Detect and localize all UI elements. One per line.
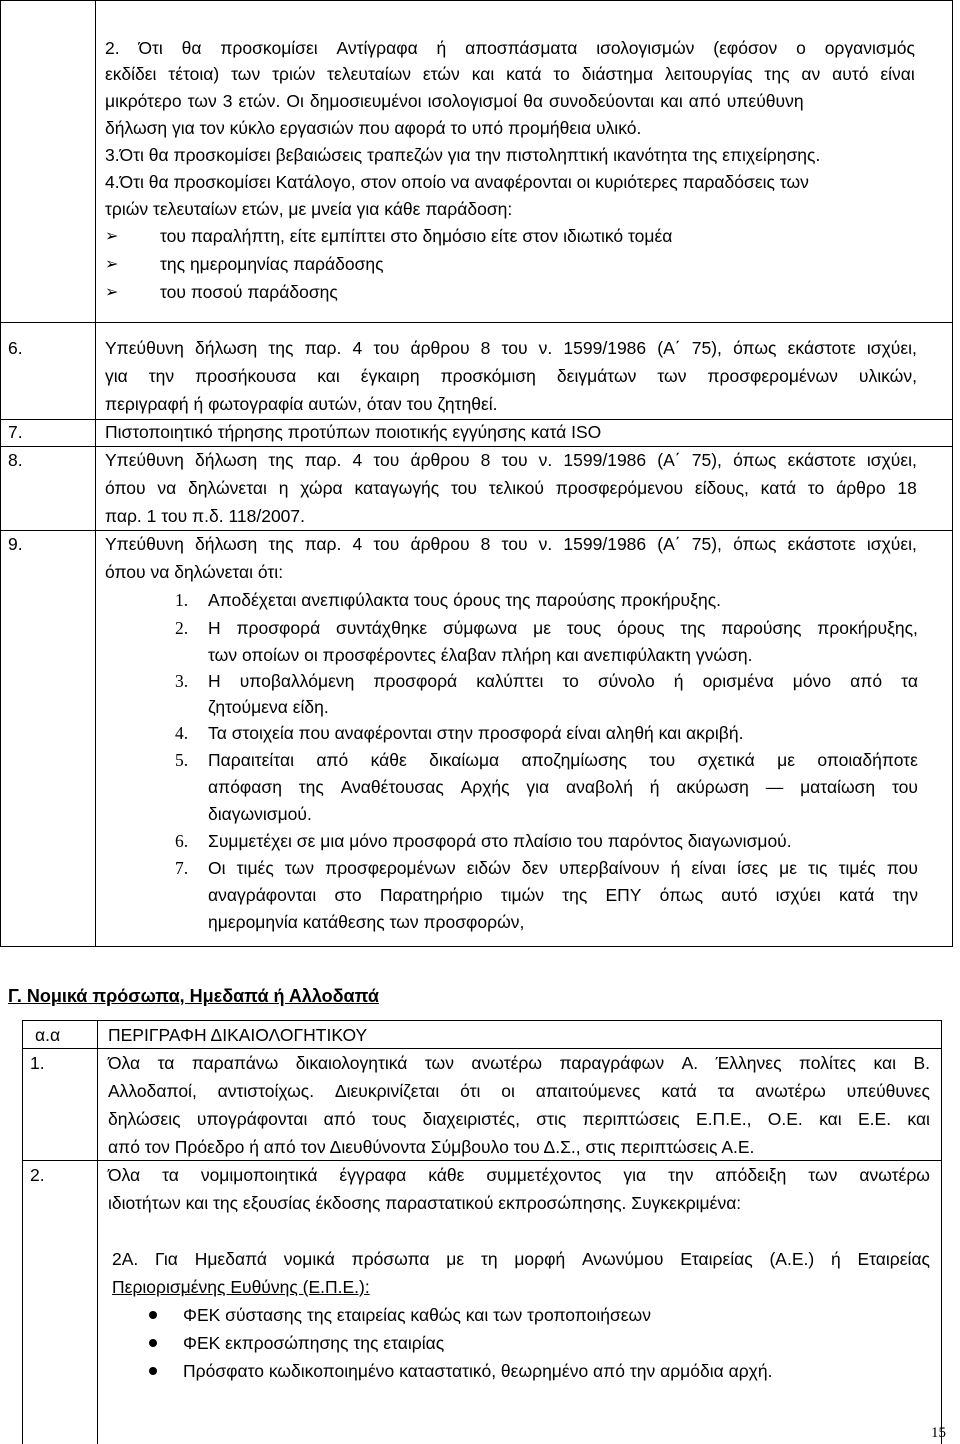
subitem-number: 4.: [175, 723, 189, 743]
row-number: 8.: [8, 450, 23, 470]
row1-line: από τον Πρόεδρο ή από τον Διευθύνοντα Σύμβουλο του Δ.Σ., στις περιπτώσεις Α.Ε.: [108, 1137, 755, 1157]
row2-line: Όλα τα νομιμοποιητικά έγγραφα κάθε συμμετέχοντος για την απόδειξη των ανωτέρω: [108, 1165, 930, 1185]
subitem-number: 1.: [175, 590, 189, 610]
table-border: [95, 530, 96, 947]
row-number: 2.: [30, 1165, 45, 1185]
row-number: 6.: [8, 338, 23, 358]
row-number: 9.: [8, 534, 23, 554]
table-border: [97, 1020, 98, 1444]
subitem-line: Αποδέχεται ανεπιφύλακτα τους όρους της παρούσης προκήρυξης.: [208, 590, 721, 610]
item2-line: μικρότερο των 3 ετών. Οι δημοσιευμένοι ισολογισμοί θα συνοδεύονται και από υπεύθυνη: [105, 91, 804, 111]
column-header-description: ΠΕΡΙΓΡΑΦΗ ΔΙΚΑΙΟΛΟΓΗΤΙΚΟΥ: [108, 1025, 368, 1045]
table-border: [22, 1160, 942, 1161]
table-border: [22, 1020, 942, 1021]
table-border: [0, 419, 953, 420]
item4-line: 4.Ότι θα προσκομίσει Κατάλογο, στον οποίο να αναφέρονται οι κυριότερες παραδόσεις των: [105, 172, 809, 192]
table-border: [22, 1020, 23, 1444]
row2-bullet: ΦΕΚ εκπροσώπησης της εταιρίας: [183, 1333, 445, 1353]
item4-bullet: του παραλήπτη, είτε εμπίπτει στο δημόσιο είτε στον ιδιωτικό τομέα: [160, 226, 673, 246]
subitem-line: Συμμετέχει σε μια μόνο προσφορά στο πλαίσιο του παρόντος διαγωνισμού.: [208, 831, 792, 851]
table-border: [941, 1020, 942, 1444]
arrow-bullet-icon: ➢: [105, 228, 119, 245]
subitem-number: 2.: [175, 618, 189, 638]
row2-line: ιδιοτήτων και της εξουσίας έκδοσης παραστατικού εκπροσώπησης. Συγκεκριμένα:: [108, 1193, 742, 1213]
bullet-dot-icon: [149, 1311, 157, 1319]
subitem-line: απόφαση της Αναθέτουσας Αρχής για αναβολή ή ακύρωση — ματαίωση του: [208, 777, 918, 797]
row-number: 7.: [8, 422, 23, 442]
item2-line: 2. Ότι θα προσκομίσει Αντίγραφα ή αποσπάσματα ισολογισμών (εφόσον ο οργανισμός: [105, 38, 915, 58]
row1-line: δηλώσεις υπογράφονται από τους διαχειριστές, στις περιπτώσεις Ε.Π.Ε., Ο.Ε. και Ε.Ε. και: [108, 1109, 930, 1129]
row8-line: όπου να δηλώνεται η χώρα καταγωγής του τελικού προσφερόμενου είδους, κατά το άρθρο 18: [105, 478, 917, 498]
subitem-number: 6.: [175, 831, 189, 851]
row2-bullet: ΦΕΚ σύστασης της εταιρείας καθώς και των τροποποιήσεων: [183, 1305, 651, 1325]
arrow-bullet-icon: ➢: [105, 284, 119, 301]
arrow-bullet-icon: ➢: [105, 256, 119, 273]
bullet-dot-icon: [149, 1339, 157, 1347]
table-border: [0, 530, 953, 531]
row9-line: Υπεύθυνη δήλωση της παρ. 4 του άρθρου 8 του ν. 1599/1986 (Α΄ 75), όπως εκάστοτε ισχύει,: [105, 534, 917, 554]
table-border: [952, 0, 953, 947]
table-border: [0, 0, 1, 584]
row2-sub-line: Περιορισμένης Ευθύνης (Ε.Π.Ε.):: [112, 1277, 370, 1297]
item2-line: εκδίδει τέτοια) των τριών τελευταίων ετών και κατά το διάστημα λειτουργίας της αν αυτό είναι: [105, 64, 915, 84]
row8-line: παρ. 1 του π.δ. 118/2007.: [105, 506, 306, 526]
subitem-line: ζητούμενα είδη.: [208, 697, 329, 717]
item4-bullet: της ημερομηνίας παράδοσης: [160, 254, 384, 274]
item3-line: 3.Ότι θα προσκομίσει βεβαιώσεις τραπεζών για την πιστοληπτική ικανότητα της επιχείρησης.: [105, 145, 821, 165]
section-heading: Γ. Νομικά πρόσωπα, Ημεδαπά ή Αλλοδαπά: [8, 986, 379, 1006]
row7-line: Πιστοποιητικό τήρησης προτύπων ποιοτικής εγγύησης κατά ISO: [105, 422, 602, 442]
row9-line: όπου να δηλώνεται ότι:: [105, 562, 284, 582]
page-number: 15: [931, 1425, 946, 1441]
subitem-line: των οποίων οι προσφέροντες έλαβαν πλήρη και ανεπιφύλακτη γνώση.: [208, 645, 753, 665]
column-header-number: α.α: [35, 1025, 61, 1045]
subitem-line: Παραιτείται από κάθε δικαίωμα αποζημίωσης του σχετικά με οποιαδήποτε: [208, 750, 918, 770]
subitem-line: διαγωνισμού.: [208, 804, 312, 824]
subitem-number: 3.: [175, 671, 189, 691]
bullet-dot-icon: [149, 1367, 157, 1375]
row2-sub-line: 2Α. Για Ημεδαπά νομικά πρόσωπα με τη μορφή Ανωνύμου Εταιρείας (Α.Ε.) ή Εταιρείας: [112, 1249, 930, 1269]
item4-bullet: του ποσού παράδοσης: [160, 282, 338, 302]
item4-line: τριών τελευταίων ετών, με μνεία για κάθε παράδοση:: [105, 199, 513, 219]
table-border: [95, 0, 96, 584]
subitem-number: 5.: [175, 750, 189, 770]
table-border: [0, 322, 953, 323]
subitem-line: Η προσφορά συντάχθηκε σύμφωνα με τους όρους της παρούσης προκήρυξης,: [208, 618, 918, 638]
row-number: 1.: [30, 1053, 45, 1073]
item2-line: δήλωση για τον κύκλο εργασιών που αφορά το υπό προμήθεια υλικό.: [105, 118, 642, 138]
row6-line: για την προσήκουσα και έγκαιρη προσκόμιση δειγμάτων των προσφερομένων υλικών,: [105, 366, 917, 386]
row8-line: Υπεύθυνη δήλωση της παρ. 4 του άρθρου 8 του ν. 1599/1986 (Α΄ 75), όπως εκάστοτε ισχύει,: [105, 450, 917, 470]
row2-bullet: Πρόσφατο κωδικοποιημένο καταστατικό, θεωρημένο από την αρμόδια αρχή.: [183, 1361, 773, 1381]
subitem-line: ημερομηνία κατάθεσης των προσφορών,: [208, 912, 525, 932]
row6-line: περιγραφή ή φωτογραφία αυτών, όταν του ζητηθεί.: [105, 394, 498, 414]
table-border: [22, 1048, 942, 1049]
row6-line: Υπεύθυνη δήλωση της παρ. 4 του άρθρου 8 του ν. 1599/1986 (Α΄ 75), όπως εκάστοτε ισχύει,: [105, 338, 917, 358]
subitem-line: Τα στοιχεία που αναφέρονται στην προσφορά είναι αληθή και ακριβή.: [208, 723, 744, 743]
table-border: [0, 0, 953, 1]
subitem-number: 7.: [175, 858, 189, 878]
table-border: [0, 530, 1, 947]
row1-line: Όλα τα παραπάνω δικαιολογητικά των ανωτέρω παραγράφων Α. Έλληνες πολίτες και Β.: [108, 1053, 930, 1073]
table-border: [0, 946, 953, 947]
row1-line: Αλλοδαποί, αντιστοίχως. Διευκρινίζεται ότι οι απαιτούμενες κατά τα ανωτέρω υπεύθυνες: [108, 1081, 930, 1101]
subitem-line: αναγράφονται στο Παρατηρήριο τιμών της ΕΠΥ όπως αυτό ισχύει κατά την: [208, 885, 918, 905]
subitem-line: Οι τιμές των προσφερομένων ειδών δεν υπερβαίνουν ή είναι ίσες με τις τιμές που: [208, 858, 918, 878]
table-border: [0, 446, 953, 447]
subitem-line: Η υποβαλλόμενη προσφορά καλύπτει το σύνολο ή ορισμένα μόνο από τα: [208, 671, 918, 691]
